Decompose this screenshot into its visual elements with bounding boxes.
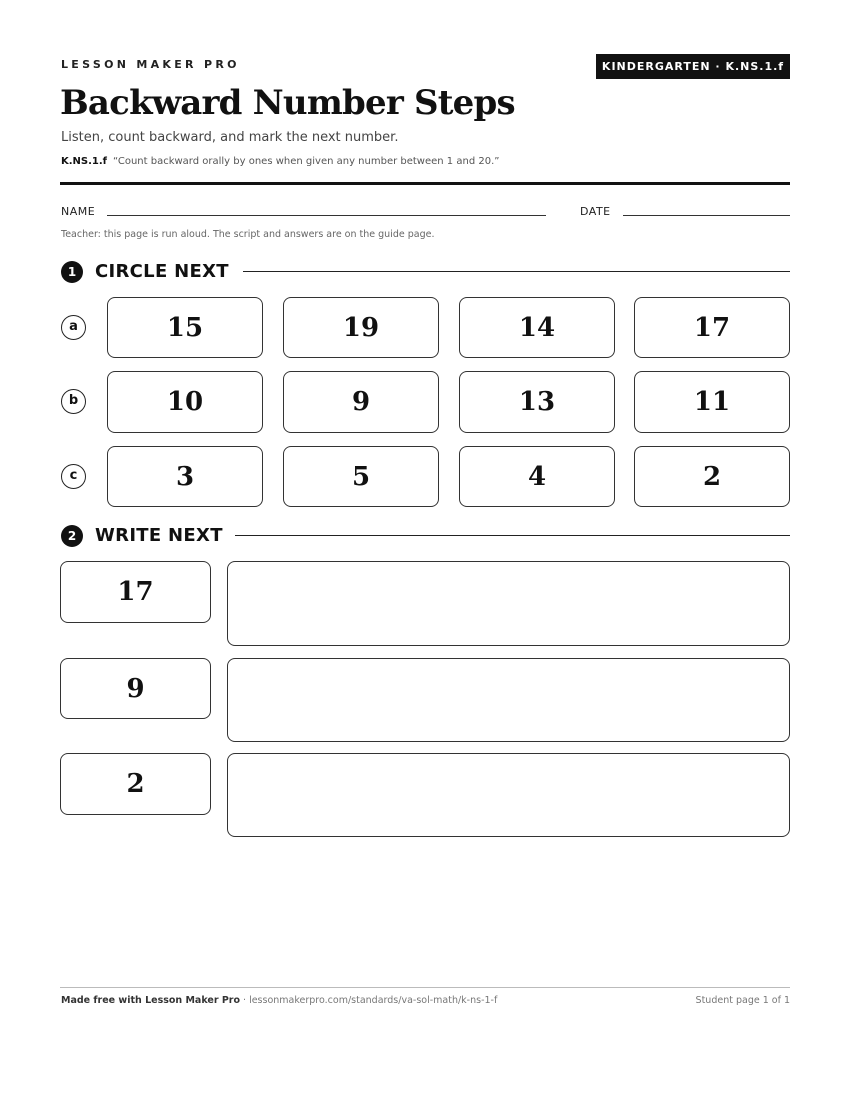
choice-box[interactable]: 11 [634,371,790,433]
section-divider [243,271,790,272]
row-label-c: c [61,464,86,489]
standard-code: K.NS.1.f [61,156,108,167]
choice-box[interactable]: 17 [634,297,790,358]
answer-box[interactable] [227,658,790,742]
choice-box[interactable]: 9 [283,371,439,433]
choice-box[interactable]: 15 [107,297,263,358]
choice-box[interactable]: 5 [283,446,439,507]
section-divider [235,535,790,536]
grade-badge: KINDERGARTEN · K.NS.1.f [596,54,790,79]
choice-box[interactable]: 19 [283,297,439,358]
brand-name: LESSON MAKER PRO [61,58,240,71]
page-title: Backward Number Steps [60,83,515,123]
header-divider [60,182,790,185]
teacher-note: Teacher: this page is run aloud. The script and answers are on the guide page. [61,229,435,240]
footer-url[interactable]: · lessonmakerpro.com/standards/va-sol-math/k-ns-1-f [240,995,498,1006]
choice-box[interactable]: 4 [459,446,615,507]
footer-credit [61,995,497,1006]
section-number-badge: 2 [61,525,83,547]
choice-box[interactable]: 3 [107,446,263,507]
start-number-box: 9 [60,658,211,719]
page-subtitle: Listen, count backward, and mark the next number. [61,130,399,145]
answer-box[interactable] [227,753,790,837]
standard-text: “Count backward orally by ones when given any number between 1 and 20.” [113,156,500,167]
choice-box[interactable]: 13 [459,371,615,433]
answer-box[interactable] [227,561,790,646]
start-number-box: 2 [60,753,211,815]
date-label: DATE [580,205,611,218]
footer-made-with: Made free with Lesson Maker Pro [61,995,241,1006]
start-number-box: 17 [60,561,211,623]
name-field[interactable] [107,215,546,216]
date-field[interactable] [623,215,790,216]
standard-line [61,156,499,167]
footer-divider [60,987,790,988]
section-title: WRITE NEXT [95,525,223,546]
section-write-next-header [61,524,790,548]
choice-box[interactable]: 10 [107,371,263,433]
row-label-b: b [61,389,86,414]
row-label-a: a [61,315,86,340]
section-number-badge: 1 [61,261,83,283]
name-label: NAME [61,205,96,218]
footer-page-number: Student page 1 of 1 [695,995,790,1006]
section-circle-next-header [61,260,790,284]
choice-box[interactable]: 14 [459,297,615,358]
section-title: CIRCLE NEXT [95,261,229,282]
choice-box[interactable]: 2 [634,446,790,507]
